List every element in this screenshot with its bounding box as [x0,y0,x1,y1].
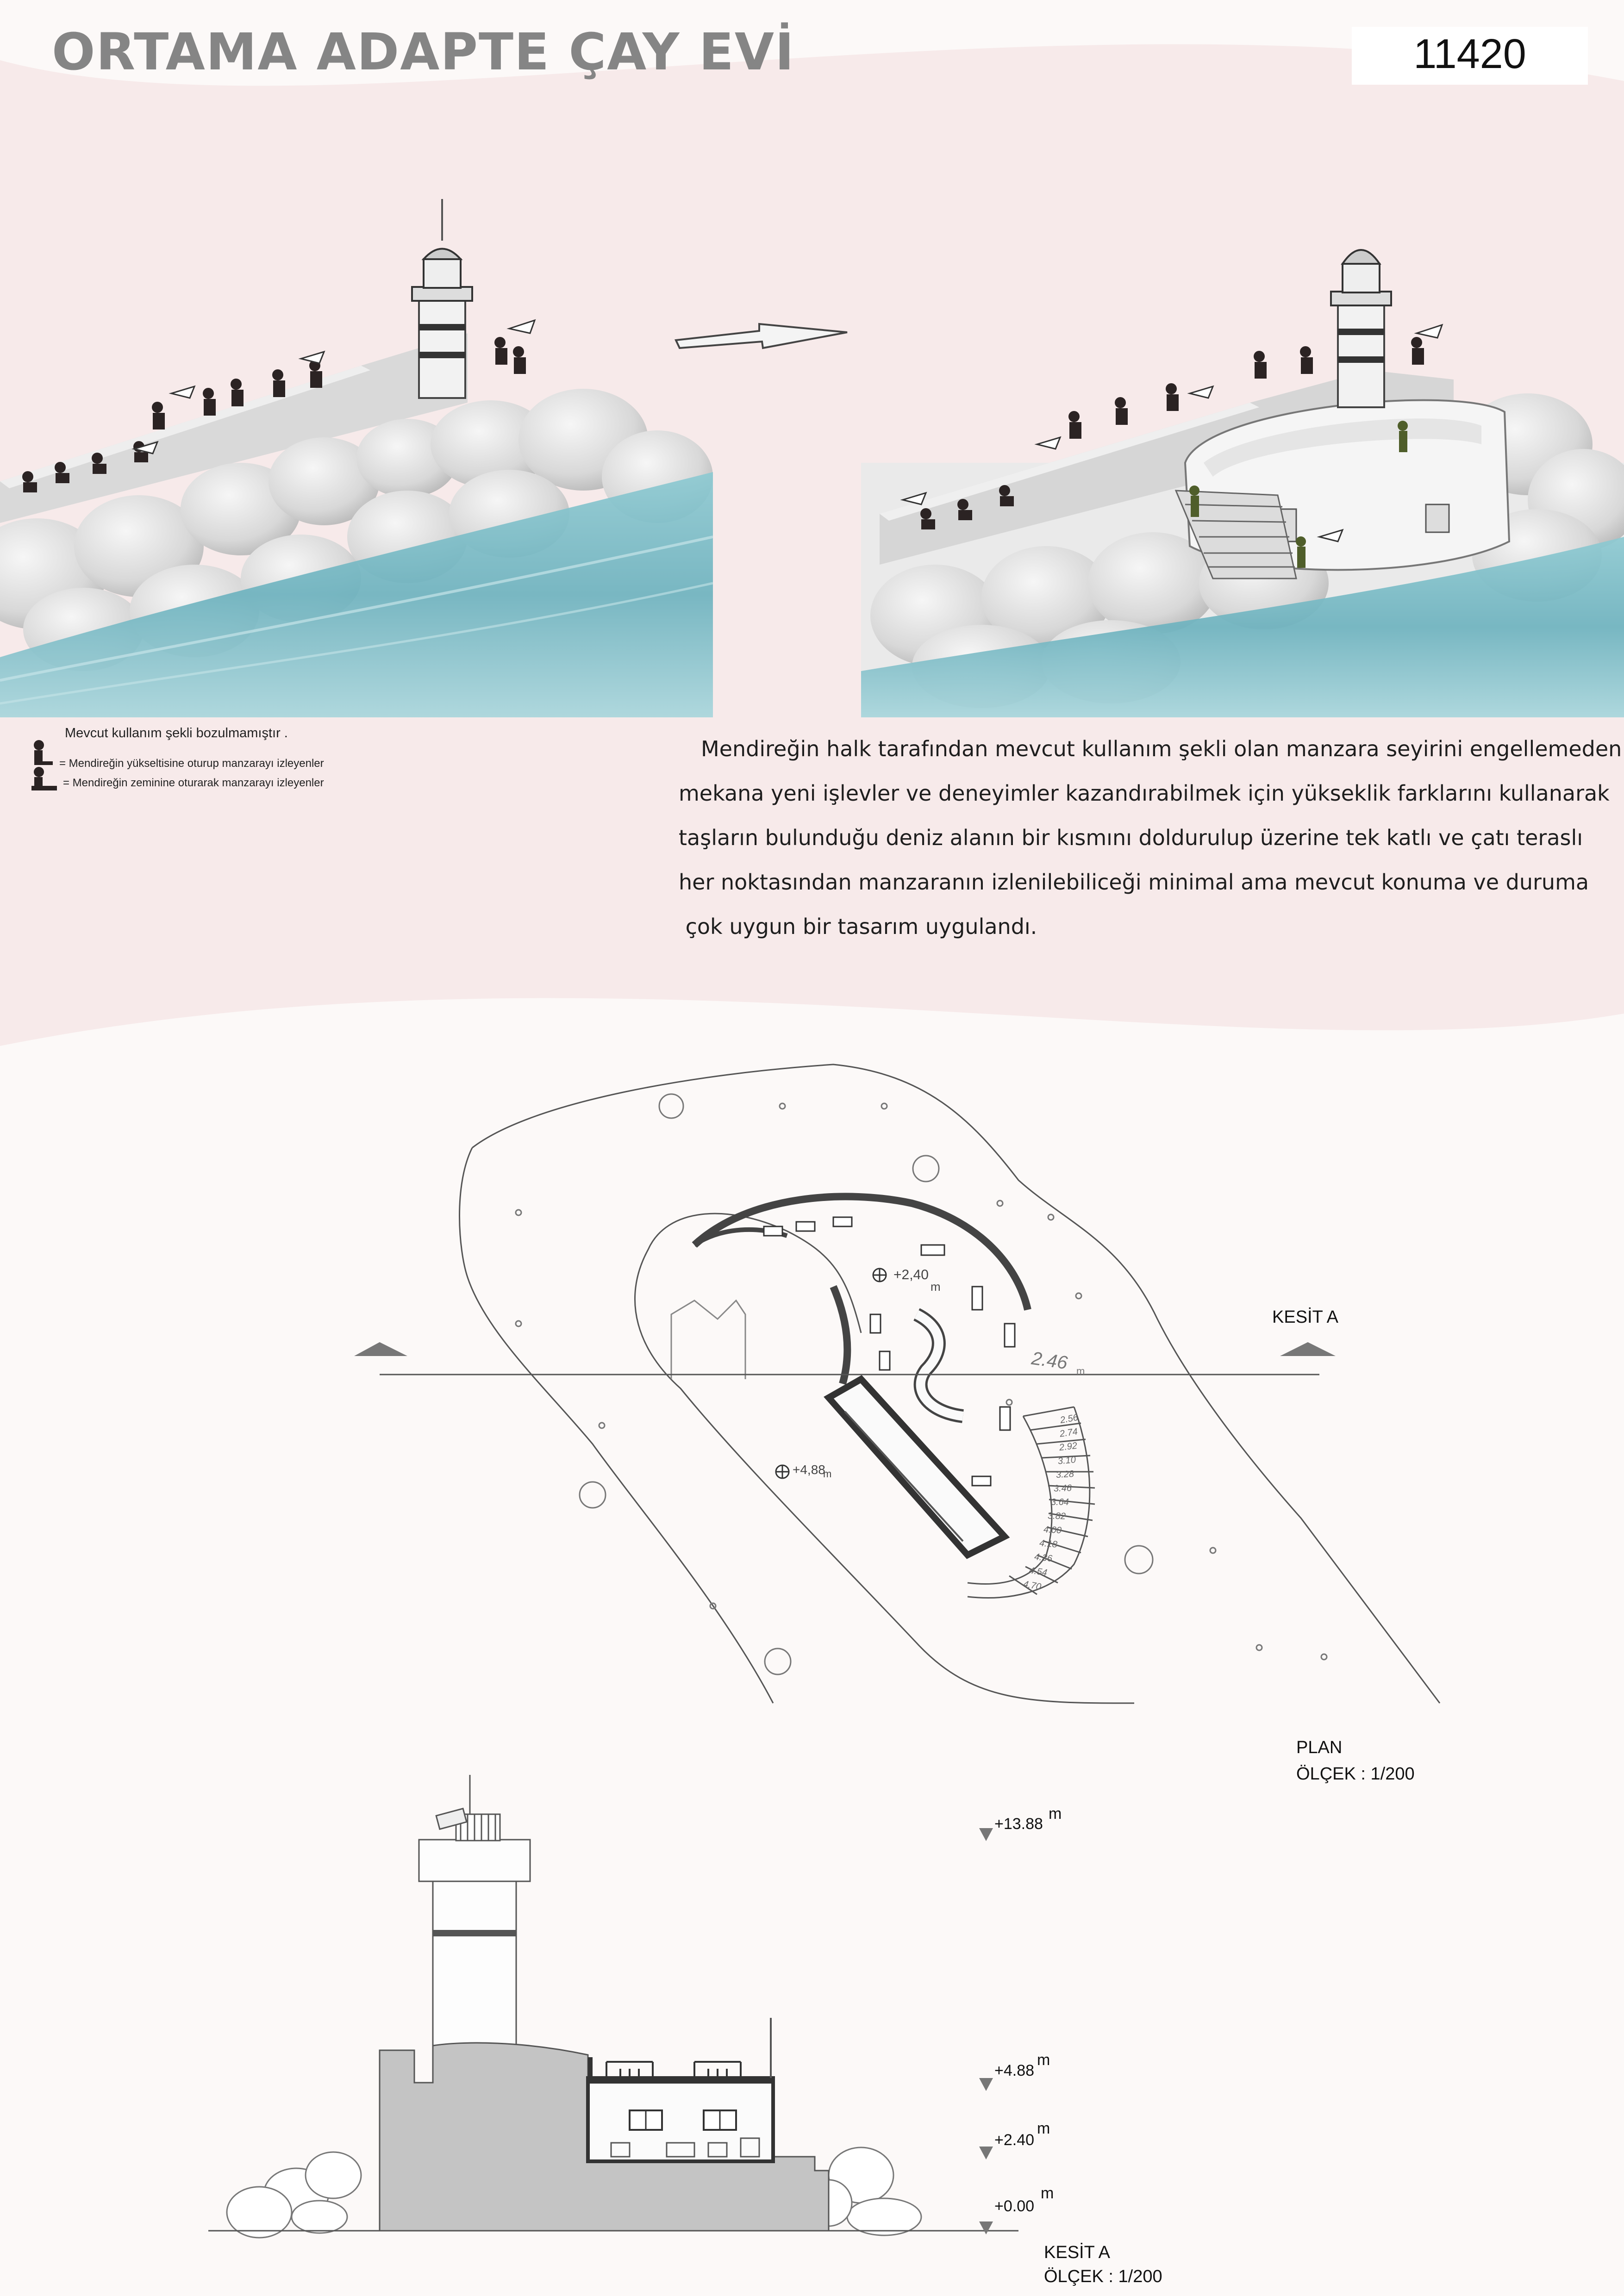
project-code-box [1352,27,1588,85]
legend-label: = Mendireğin yükseltisine oturup manzarayı izleyenler [59,757,324,770]
plan-kitchen-wing [829,1379,1005,1555]
stair-level-label: 4.00 [1043,1524,1062,1536]
plan-house-symbol [671,1300,745,1379]
stair-level-label: 2.92 [1058,1440,1078,1453]
elevation-label: +0.00 [994,2197,1035,2215]
stair-level-label: 3.10 [1057,1455,1076,1467]
stair-level-label: 4.36 [1034,1551,1053,1564]
stair-level-label: 4.54 [1028,1565,1048,1578]
stair-level-label: 3.28 [1056,1468,1074,1481]
description-line: Mendireğin halk tarafından mevcut kullanım şekli olan manzara seyirini engellemeden [701,736,1622,761]
elevation-unit: m [1037,2051,1050,2069]
description-line: mekana yeni işlevler ve deneyimler kazandırabilmek için yükseklik farklarını kullanarak [679,781,1610,806]
plan-title: PLAN [1296,1738,1343,1757]
elevation-unit: m [1049,1805,1062,1823]
plan-level-upper-unit: m [931,1280,941,1294]
description-line: çok uygun bir tasarım uygulandı. [679,914,1037,939]
plan-section-label: KESİT A [1272,1307,1338,1327]
plan-scale: ÖLÇEK : 1/200 [1296,1764,1415,1784]
plan-ramp-unit: m [1076,1365,1085,1377]
elevation-label: +2.40 [994,2131,1035,2149]
stair-level-label: 4.18 [1039,1538,1058,1550]
section-title: KESİT A [1044,2243,1110,2262]
legend-title: Mevcut kullanım şekli bozulmamıştır . [65,726,288,740]
plan-outer-outline [472,1064,1440,1703]
section-scale: ÖLÇEK : 1/200 [1044,2267,1162,2286]
roof-terrace-furniture [606,2062,741,2078]
elevation-label: +4.88 [994,2062,1035,2079]
description-paragraph [679,727,1622,949]
plan-level-lower: +4,88 [793,1462,825,1477]
lighthouse-gallery [419,1840,530,1881]
section-arrow-right [1280,1342,1336,1356]
elevation-unit: m [1037,2120,1050,2137]
plan-level-lower-unit: m [823,1468,832,1480]
elevation-unit: m [1041,2184,1054,2202]
stair-level-label: 3.82 [1047,1511,1066,1522]
legend-item-ground [29,768,324,798]
stair-level-label: 2.74 [1059,1426,1079,1439]
section-drawing [208,1775,1018,2238]
stair-level-label: 3.64 [1051,1497,1069,1507]
plan-level-upper: +2,40 [893,1267,929,1282]
section-arrow-left [354,1342,407,1356]
stair-level-label: 3.46 [1053,1483,1072,1494]
section-teahouse [588,2078,773,2161]
project-code: 11420 [1413,31,1526,77]
description-line: taşların bulunduğu deniz alanın bir kısmını doldurulup üzerine tek katlı ve çatı teraslı [679,825,1583,850]
elevation-markers [979,1828,993,2234]
plan-drawing [380,1064,1440,1703]
plan-ramp-label: 2.46 [1030,1348,1069,1374]
poster-title: ORTAMA ADAPTE ÇAY EVİ [52,22,795,81]
stair-level-label: 2.56 [1059,1412,1079,1426]
stair-level-label: 4.70 [1022,1579,1042,1593]
legend-label: = Mendireğin zeminine oturarak manzarayı izleyenler [63,777,324,789]
description-line: her noktasından manzaranın izlenilebiliceği minimal ama mevcut konuma ve duruma [679,870,1589,895]
elevation-label: +13.88 [994,1815,1043,1833]
